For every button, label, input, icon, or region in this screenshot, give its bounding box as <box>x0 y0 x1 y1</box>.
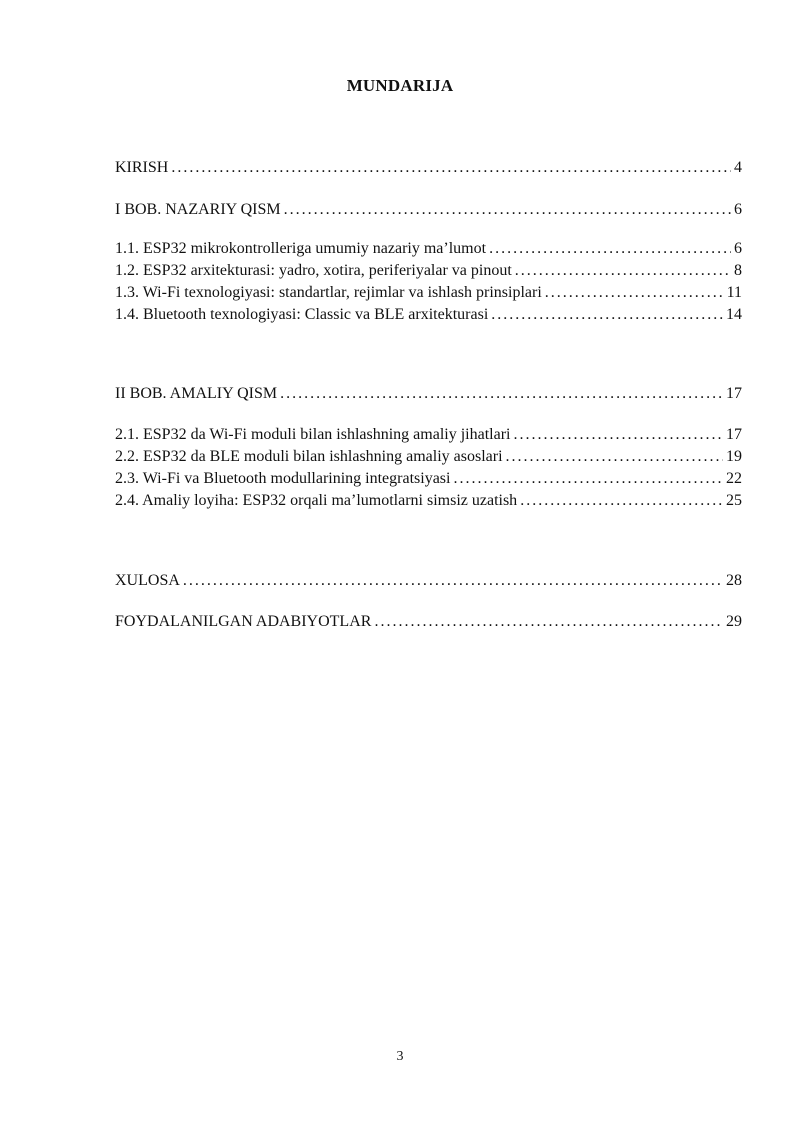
toc-entry-label: 2.2. ESP32 da BLE moduli bilan ishlashning amaliy asoslari <box>115 448 503 465</box>
toc-entry-chapter-1[interactable] <box>115 199 742 221</box>
toc-entry-label: KIRISH <box>115 159 169 176</box>
toc-entry-page: 6 <box>734 201 742 218</box>
toc-entry-label: 2.1. ESP32 da Wi-Fi moduli bilan ishlashning amaliy jihatlari <box>115 426 511 443</box>
toc-entry-2-1[interactable] <box>115 424 742 446</box>
toc-leader-dots <box>453 468 723 490</box>
toc-leader-dots <box>513 424 723 446</box>
toc-leader-dots <box>280 383 723 405</box>
toc-entry-label: I BOB. NAZARIY QISM <box>115 201 281 218</box>
toc-leader-dots <box>183 570 723 592</box>
toc-entry-label: 2.3. Wi-Fi va Bluetooth modullarining integratsiyasi <box>115 470 451 487</box>
toc-leader-dots <box>374 611 723 633</box>
toc-entry-label: II BOB. AMALIY QISM <box>115 385 278 402</box>
toc-entry-references[interactable] <box>115 611 742 633</box>
toc-entry-label: FOYDALANILGAN ADABIYOTLAR <box>115 613 372 630</box>
toc-leader-dots <box>506 446 723 468</box>
toc-leader-dots <box>515 260 731 282</box>
toc-entry-1-4[interactable] <box>115 304 742 326</box>
toc-entry-2-2[interactable] <box>115 446 742 468</box>
toc-entry-page: 28 <box>726 572 742 589</box>
toc-leader-dots <box>491 304 723 326</box>
toc-entry-label: 1.3. Wi-Fi texnologiyasi: standartlar, rejimlar va ishlash prinsiplari <box>115 284 542 301</box>
toc-entry-page: 14 <box>726 306 742 323</box>
toc-entry-1-2[interactable] <box>115 260 742 282</box>
toc-entry-chapter-2[interactable] <box>115 383 742 405</box>
toc-entry-1-3[interactable] <box>115 282 742 304</box>
toc-entry-page: 29 <box>726 613 742 630</box>
toc-leader-dots <box>171 157 731 179</box>
toc-entry-xulosa[interactable] <box>115 570 742 592</box>
toc-entry-label: 1.1. ESP32 mikrokontrolleriga umumiy nazariy ma’lumot <box>115 240 487 257</box>
toc-entry-page: 8 <box>734 262 742 279</box>
toc-entry-page: 17 <box>726 426 742 443</box>
toc-entry-page: 25 <box>726 492 742 509</box>
toc-leader-dots <box>489 238 731 260</box>
toc-entry-label: 1.2. ESP32 arxitekturasi: yadro, xotira, periferiyalar va pinout <box>115 262 512 279</box>
toc-entry-page: 22 <box>726 470 742 487</box>
toc-entry-page: 17 <box>726 385 742 402</box>
toc-entry-page: 19 <box>726 448 742 465</box>
toc-entry-page: 6 <box>734 240 742 257</box>
toc-leader-dots <box>520 490 723 512</box>
toc-entry-page: 4 <box>734 159 742 176</box>
page-number: 3 <box>396 1049 404 1064</box>
toc-entry-page: 11 <box>726 284 742 301</box>
toc-leader-dots <box>284 199 731 221</box>
toc-entry-label: XULOSA <box>115 572 180 589</box>
toc-entry-2-4[interactable] <box>115 490 742 512</box>
toc-entry-1-1[interactable] <box>115 238 742 260</box>
toc-entry-kirish[interactable] <box>115 157 742 179</box>
toc-entry-label: 2.4. Amaliy loyiha: ESP32 orqali ma’lumotlarni simsiz uzatish <box>115 492 518 509</box>
toc-leader-dots <box>545 282 724 304</box>
page-title: MUNDARIJA <box>346 76 454 95</box>
toc-entry-label: 1.4. Bluetooth texnologiyasi: Classic va BLE arxitekturasi <box>115 306 489 323</box>
toc-entry-2-3[interactable] <box>115 468 742 490</box>
